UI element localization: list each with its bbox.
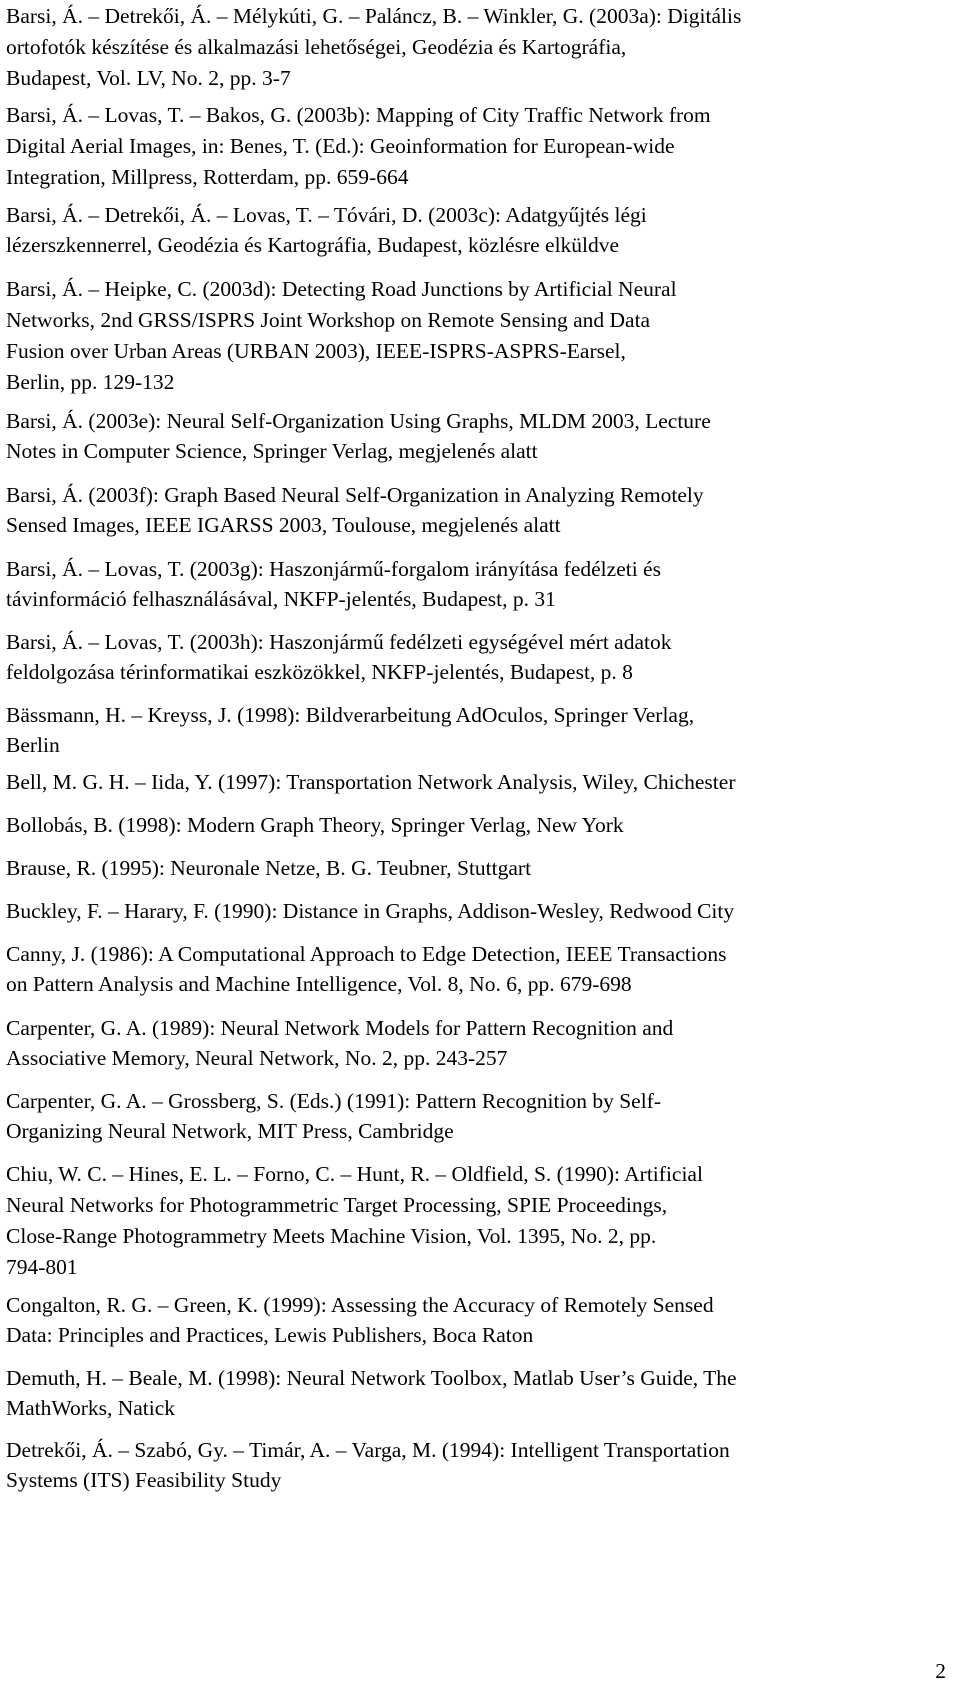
- reference-entry: [6, 1, 956, 94]
- reference-line: Networks, 2nd GRSS/ISPRS Joint Workshop on Remote Sensing and Data: [6, 308, 651, 332]
- reference-line: Barsi, Á. – Lovas, T. – Bakos, G. (2003b): Mapping of City Traffic Network from: [6, 103, 711, 127]
- reference-line: Berlin: [6, 733, 60, 757]
- reference-line: távinformáció felhasználásával, NKFP-jelentés, Budapest, p. 31: [6, 587, 556, 611]
- reference-entry: [6, 1013, 956, 1073]
- reference-line: Chiu, W. C. – Hines, E. L. – Forno, C. – Hunt, R. – Oldfield, S. (1990): Artificial: [6, 1162, 703, 1186]
- reference-line: MathWorks, Natick: [6, 1396, 176, 1420]
- reference-line: 794-801: [6, 1255, 78, 1279]
- reference-line: feldolgozása térinformatikai eszközökkel, NKFP-jelentés, Budapest, p. 8: [6, 660, 633, 684]
- reference-line: Fusion over Urban Areas (URBAN 2003), IEEE-ISPRS-ASPRS-Earsel,: [6, 339, 626, 363]
- reference-line: Neural Networks for Photogrammetric Target Processing, SPIE Proceedings,: [6, 1193, 668, 1217]
- reference-line: Barsi, Á. (2003f): Graph Based Neural Self-Organization in Analyzing Remotely: [6, 483, 704, 507]
- reference-line: Barsi, Á. (2003e): Neural Self-Organization Using Graphs, MLDM 2003, Lecture: [6, 409, 711, 433]
- reference-line: Digital Aerial Images, in: Benes, T. (Ed.): Geoinformation for European-wide: [6, 134, 675, 158]
- reference-line: Barsi, Á. – Lovas, T. (2003h): Haszonjármű fedélzeti egységével mért adatok: [6, 630, 672, 654]
- reference-entry: [6, 1363, 956, 1423]
- reference-line: Bässmann, H. – Kreyss, J. (1998): Bildverarbeitung AdOculos, Springer Verlag,: [6, 703, 695, 727]
- reference-entry: [6, 1159, 956, 1283]
- reference-line: Berlin, pp. 129-132: [6, 370, 175, 394]
- reference-line: Barsi, Á. – Detrekői, Á. – Lovas, T. – Tóvári, D. (2003c): Adatgyűjtés légi: [6, 203, 647, 227]
- reference-line: Barsi, Á. – Heipke, C. (2003d): Detecting Road Junctions by Artificial Neural: [6, 277, 677, 301]
- reference-line: Close-Range Photogrammetry Meets Machine Vision, Vol. 1395, No. 2, pp.: [6, 1224, 657, 1248]
- reference-entry: [6, 1435, 956, 1495]
- reference-entry: [6, 274, 956, 398]
- reference-line: Integration, Millpress, Rotterdam, pp. 659-664: [6, 165, 409, 189]
- reference-line: Carpenter, G. A. (1989): Neural Network Models for Pattern Recognition and: [6, 1016, 674, 1040]
- reference-entry: [6, 200, 956, 260]
- reference-entry: [6, 406, 956, 466]
- reference-entry: [6, 810, 956, 840]
- reference-line: Budapest, Vol. LV, No. 2, pp. 3-7: [6, 66, 291, 90]
- reference-line: Detrekői, Á. – Szabó, Gy. – Timár, A. – Varga, M. (1994): Intelligent Transportation: [6, 1438, 730, 1462]
- reference-line: Associative Memory, Neural Network, No. 2, pp. 243-257: [6, 1046, 508, 1070]
- reference-line: Brause, R. (1995): Neuronale Netze, B. G. Teubner, Stuttgart: [6, 856, 532, 880]
- reference-line: Congalton, R. G. – Green, K. (1999): Assessing the Accuracy of Remotely Sensed: [6, 1293, 714, 1317]
- reference-line: Data: Principles and Practices, Lewis Publishers, Boca Raton: [6, 1323, 534, 1347]
- reference-line: Organizing Neural Network, MIT Press, Cambridge: [6, 1119, 454, 1143]
- reference-line: Bollobás, B. (1998): Modern Graph Theory, Springer Verlag, New York: [6, 813, 624, 837]
- reference-line: Canny, J. (1986): A Computational Approach to Edge Detection, IEEE Transactions: [6, 942, 727, 966]
- reference-entry: [6, 627, 956, 687]
- reference-line: Barsi, Á. – Detrekői, Á. – Mélykúti, G. – Paláncz, B. – Winkler, G. (2003a): Digitális: [6, 4, 742, 28]
- reference-line: lézerszkennerrel, Geodézia és Kartográfia, Budapest, közlésre elküldve: [6, 233, 620, 257]
- reference-line: on Pattern Analysis and Machine Intelligence, Vol. 8, No. 6, pp. 679-698: [6, 972, 632, 996]
- reference-entry: [6, 767, 956, 797]
- reference-entry: [6, 896, 956, 926]
- reference-entry: [6, 554, 956, 614]
- reference-line: Sensed Images, IEEE IGARSS 2003, Toulouse, megjelenés alatt: [6, 513, 561, 537]
- reference-line: Carpenter, G. A. – Grossberg, S. (Eds.) (1991): Pattern Recognition by Self-: [6, 1089, 661, 1113]
- reference-line: Notes in Computer Science, Springer Verlag, megjelenés alatt: [6, 439, 538, 463]
- reference-line: ortofotók készítése és alkalmazási lehetőségei, Geodézia és Kartográfia,: [6, 35, 627, 59]
- reference-entry: [6, 700, 956, 760]
- reference-entry: [6, 853, 956, 883]
- reference-line: Systems (ITS) Feasibility Study: [6, 1468, 282, 1492]
- reference-line: Barsi, Á. – Lovas, T. (2003g): Haszonjármű-forgalom irányítása fedélzeti és: [6, 557, 661, 581]
- reference-line: Buckley, F. – Harary, F. (1990): Distance in Graphs, Addison-Wesley, Redwood City: [6, 899, 735, 923]
- reference-entry: [6, 480, 956, 540]
- reference-line: Demuth, H. – Beale, M. (1998): Neural Network Toolbox, Matlab User’s Guide, The: [6, 1366, 737, 1390]
- reference-entry: [6, 1086, 956, 1146]
- reference-entry: [6, 100, 956, 193]
- reference-line: Bell, M. G. H. – Iida, Y. (1997): Transportation Network Analysis, Wiley, Chichester: [6, 770, 736, 794]
- reference-entry: [6, 939, 956, 999]
- reference-entry: [6, 1290, 956, 1350]
- page-number: 2: [935, 1659, 946, 1683]
